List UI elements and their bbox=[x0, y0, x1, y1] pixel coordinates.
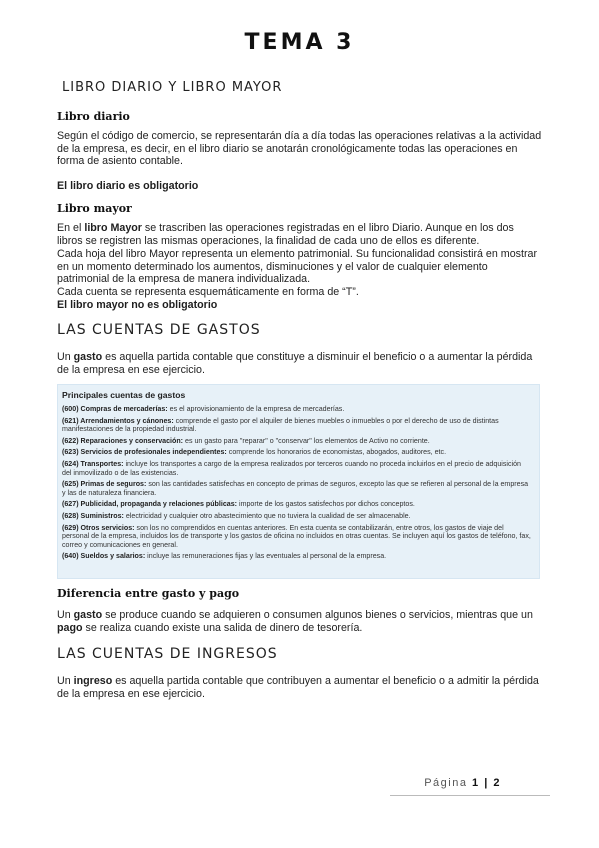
bold-term: pago bbox=[57, 621, 83, 634]
section-heading-libro-mayor: Libro mayor bbox=[57, 202, 132, 215]
ingresos-paragraph bbox=[57, 675, 542, 700]
list-item bbox=[62, 500, 532, 509]
bold-term: ingreso bbox=[73, 675, 113, 687]
document-title: TEMA 3 bbox=[244, 30, 355, 55]
text-run: Un bbox=[57, 675, 74, 687]
account-description: electricidad y cualquier otro abastecimiento que no tuviera la cualidad de ser almacenable. bbox=[123, 511, 411, 520]
list-item bbox=[62, 552, 532, 561]
list-item bbox=[62, 460, 532, 477]
libro-mayor-paragraph-2: Cada hoja del libro Mayor representa un elemento patrimonial. Su funcionalidad consistirá en mostrar en un momento determinado los aumentos, disminuciones y el valor de cualquier elemento patrimonial de la empresa de manera individualizada. bbox=[57, 248, 538, 286]
text-run: En el bbox=[57, 222, 85, 234]
text-run: Un bbox=[57, 609, 74, 621]
text-run: se realiza cuando existe una salida de dinero de tesorería. bbox=[82, 621, 363, 634]
bold-term: gasto bbox=[73, 351, 103, 363]
bold-term: gasto bbox=[73, 609, 103, 621]
account-description: comprende los honorarios de economistas, abogados, auditores, etc. bbox=[226, 448, 447, 457]
page-separator: | bbox=[479, 777, 494, 789]
cuentas-gastos-list bbox=[62, 405, 532, 564]
current-page: 1 bbox=[472, 777, 480, 789]
account-code: (629) Otros servicios: bbox=[62, 523, 135, 532]
account-code: (627) Publicidad, propaganda y relaciones públicas: bbox=[62, 500, 238, 509]
list-item bbox=[62, 448, 532, 457]
account-code: (622) Reparaciones y conservación: bbox=[62, 436, 184, 445]
account-code: (600) Compras de mercaderías: bbox=[62, 405, 168, 413]
libro-diario-note: El libro diario es obligatorio bbox=[57, 180, 199, 192]
account-code: (621) Arrendamientos y cánones: bbox=[62, 416, 174, 425]
account-code: (625) Primas de seguros: bbox=[62, 480, 147, 489]
account-description: son las cantidades satisfechas en concepto de primas de seguros, excepto las que se refieren al personal de la empresa y las de naturaleza financiera. bbox=[62, 480, 529, 497]
text-run: se produce cuando se adquieren o consumen algunos bienes o servicios, mientras que un bbox=[102, 609, 533, 621]
cuentas-gastos-box-title: Principales cuentas de gastos bbox=[62, 390, 186, 400]
account-description: es un gasto para "reparar" o "conservar" los elementos de Activo no corriente. bbox=[183, 436, 430, 445]
account-description: importe de los gastos satisfechos por dichos conceptos. bbox=[237, 500, 415, 509]
list-item bbox=[62, 417, 532, 434]
libro-mayor-note: El libro mayor no es obligatorio bbox=[57, 299, 218, 311]
section-heading-libro-diario: Libro diario bbox=[57, 110, 130, 123]
list-item bbox=[62, 512, 532, 521]
text-run: es aquella partida contable que constituye a disminuir el beneficio o a aumentar la pérdida de la empresa en ese ejercicio. bbox=[57, 351, 533, 376]
account-description: comprende el gasto por el alquiler de bienes muebles o inmuebles o por el derecho de uso de distintas manifestaciones de la propiedad industrial. bbox=[62, 416, 499, 434]
account-description: es el aprovisionamiento de la empresa de mercaderías. bbox=[167, 405, 345, 413]
main-heading: LIBRO DIARIO Y LIBRO MAYOR bbox=[62, 80, 283, 95]
heading-diferencia-gasto-pago: Diferencia entre gasto y pago bbox=[57, 587, 240, 600]
list-item bbox=[62, 405, 532, 414]
text-run: es aquella partida contable que contribuyen a aumentar el beneficio o a admitir la pérdida de la empresa en ese ejercicio. bbox=[57, 675, 539, 700]
libro-mayor-paragraph-1 bbox=[57, 222, 542, 247]
bold-term: libro Mayor bbox=[84, 222, 142, 234]
account-description: incluye las remuneraciones fijas y las eventuales al personal de la empresa. bbox=[145, 552, 387, 561]
heading-cuentas-ingresos: LAS CUENTAS DE INGRESOS bbox=[57, 646, 278, 662]
list-item bbox=[62, 524, 532, 550]
total-pages: 2 bbox=[493, 777, 501, 789]
text-run: Un bbox=[57, 351, 74, 363]
list-item bbox=[62, 480, 532, 497]
diferencia-paragraph bbox=[57, 609, 542, 634]
page-label: Página bbox=[424, 777, 468, 789]
account-description: incluye los transportes a cargo de la empresa realizados por terceros cuando no proceda incluirlos en el precio de adquisición del inmovilizado o de las existencias. bbox=[62, 459, 521, 477]
account-description: son los no comprendidos en cuentas anteriores. En esta cuenta se contabilizarán, entre otros, los gastos de viaje del personal de la empresa, incluidos los de transporte y los gastos de oficina no incluidos en otras cuentas. Se incluyen aquí los gastos de teléfono, fax, correo y comunicaciones en general. bbox=[62, 523, 531, 549]
account-code: (624) Transportes: bbox=[62, 459, 124, 468]
account-code: (640) Sueldos y salarios: bbox=[62, 552, 146, 561]
gastos-paragraph bbox=[57, 351, 542, 376]
account-code: (623) Servicios de profesionales independientes: bbox=[62, 448, 227, 457]
footer-divider bbox=[390, 795, 550, 796]
libro-diario-paragraph: Según el código de comercio, se representarán día a día todas las operaciones relativas a la actividad de la empresa, es decir, en el libro diario se anotarán cronológicamente todas las operaciones en forma de asiento contable. bbox=[57, 130, 542, 168]
page-number-footer bbox=[424, 777, 501, 789]
account-code: (628) Suministros: bbox=[62, 511, 124, 520]
text-run: se trascriben las operaciones registradas en el libro Diario. Aunque en los dos libros se registren las mismas operaciones, la finalidad de cada uno de ellos es diferente. bbox=[57, 222, 514, 247]
heading-cuentas-gastos: LAS CUENTAS DE GASTOS bbox=[57, 322, 261, 338]
list-item bbox=[62, 437, 532, 446]
libro-mayor-paragraph-3: Cada cuenta se representa esquemáticamente en forma de “T”. bbox=[57, 286, 359, 298]
